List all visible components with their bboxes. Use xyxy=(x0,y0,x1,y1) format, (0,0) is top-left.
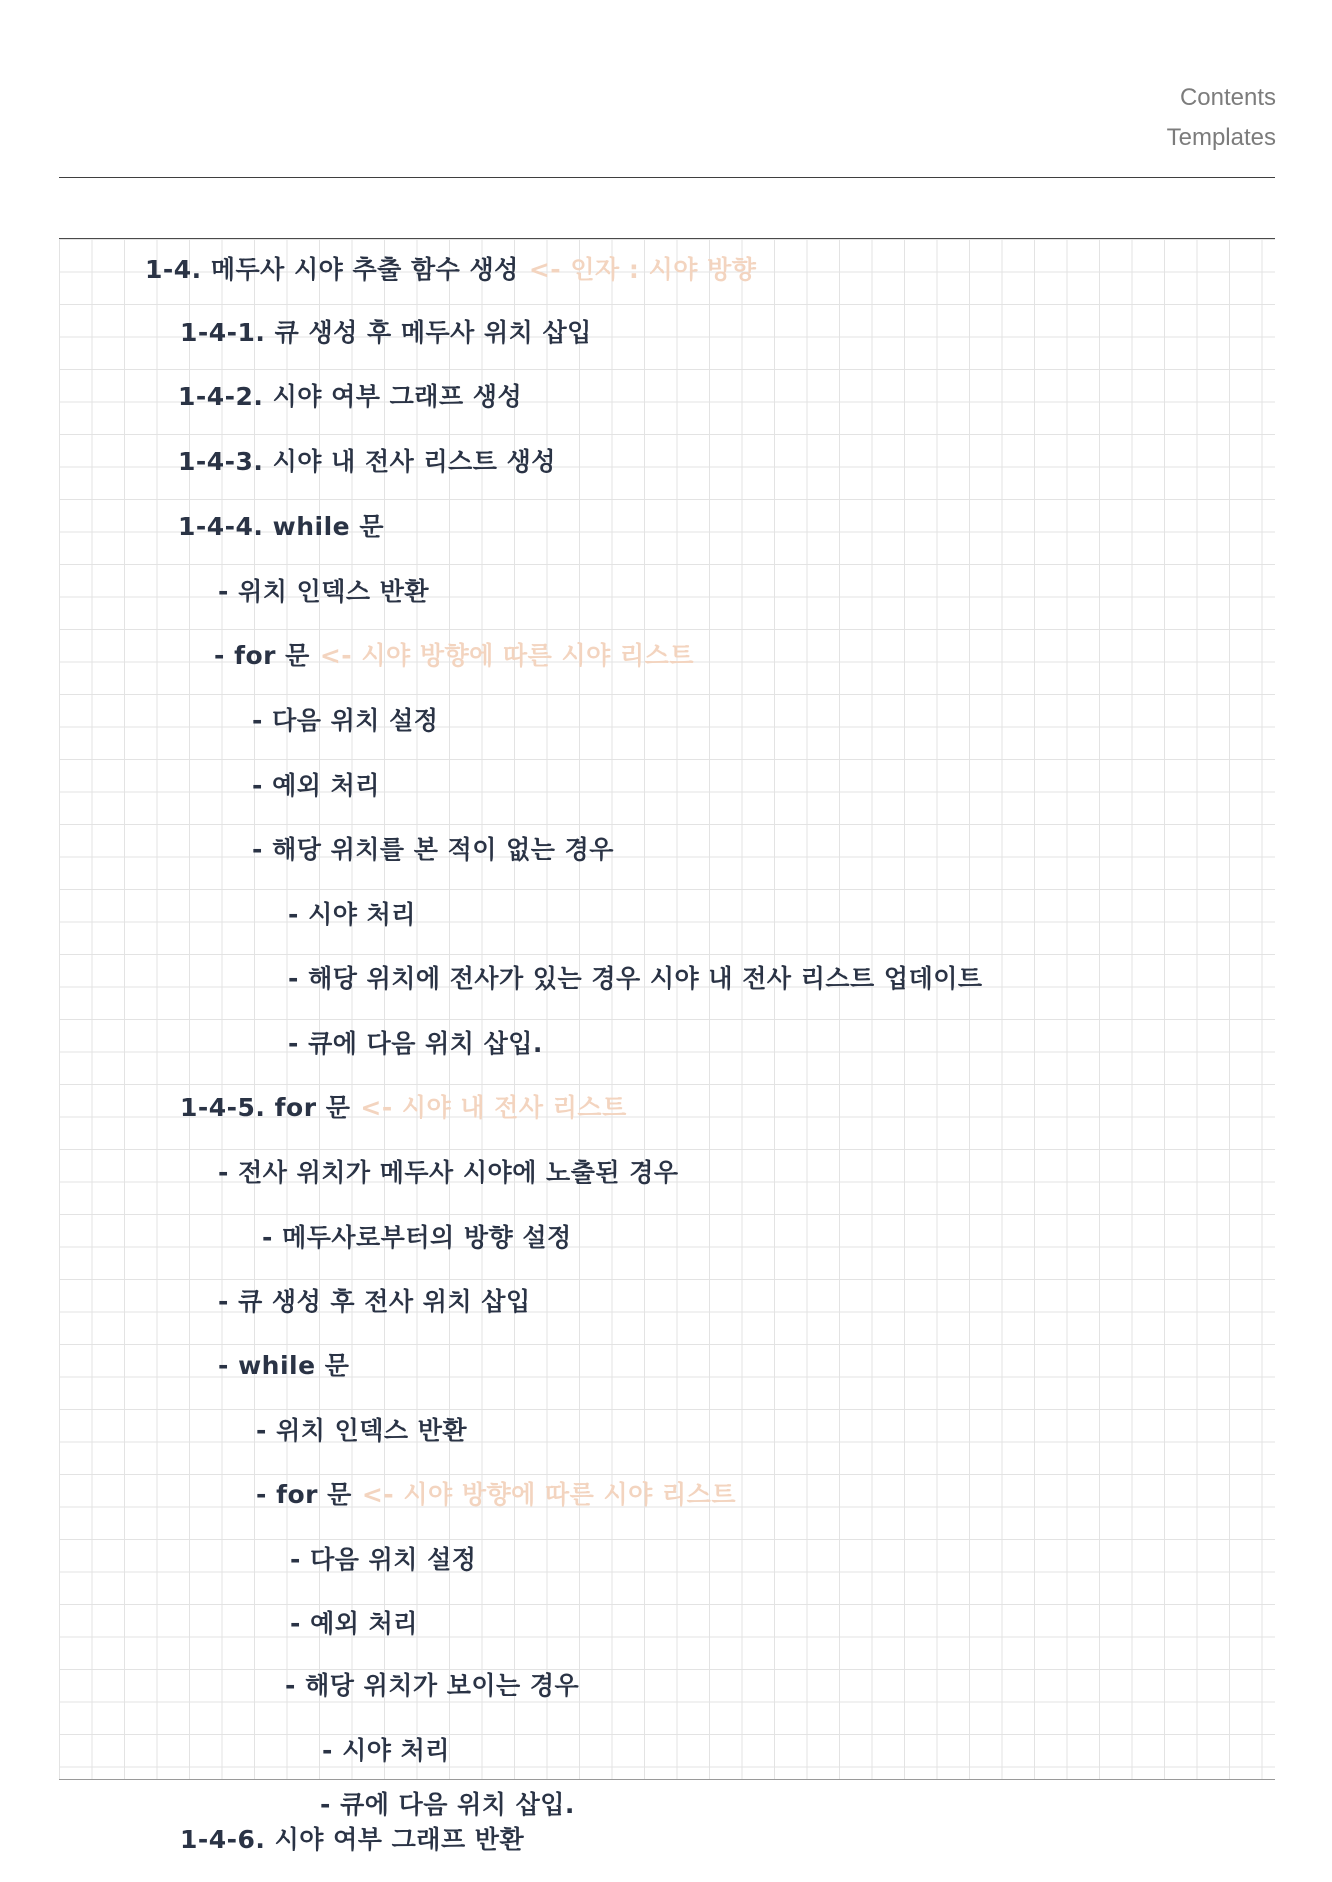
header-links xyxy=(1167,78,1276,158)
note-line xyxy=(285,1666,579,1706)
note-text: - 전사 위치가 메두사 시야에 노출된 경우 xyxy=(218,1158,679,1187)
note-text: - 큐 생성 후 전사 위치 삽입 xyxy=(218,1287,531,1316)
note-text: 1-4-6. 시야 여부 그래프 반환 xyxy=(180,1825,525,1854)
header-divider xyxy=(59,177,1275,178)
note-line xyxy=(218,572,429,612)
note-line xyxy=(180,1820,524,1860)
note-line xyxy=(252,830,614,870)
note-line xyxy=(256,1411,467,1451)
note-line xyxy=(288,895,416,935)
templates-link[interactable]: Templates xyxy=(1166,124,1276,151)
note-text: 1-4-3. 시야 내 전사 리스트 생성 xyxy=(178,447,556,476)
note-text: - 시야 처리 xyxy=(288,900,416,929)
side-annotation: <- 시야 내 전사 리스트 xyxy=(360,1093,627,1122)
note-line xyxy=(288,1024,543,1064)
note-text: - 큐에 다음 위치 삽입. xyxy=(288,1029,543,1058)
contents-link[interactable]: Contents xyxy=(1179,84,1276,111)
note-text: 1-4. 메두사 시야 추출 함수 생성 xyxy=(145,255,519,284)
note-text: - 위치 인덱스 반환 xyxy=(256,1416,468,1445)
note-line xyxy=(288,959,983,999)
note-line xyxy=(178,507,384,547)
note-text: - 해당 위치를 본 적이 없는 경우 xyxy=(252,835,614,864)
note-line xyxy=(145,250,756,290)
note-line xyxy=(290,1540,476,1580)
note-line xyxy=(322,1731,450,1771)
note-line xyxy=(252,766,380,806)
note-text: - for 문 xyxy=(256,1480,352,1509)
note-text: - 위치 인덱스 반환 xyxy=(218,577,430,606)
note-text: - for 문 xyxy=(214,641,310,670)
note-text: 1-4-1. 큐 생성 후 메두사 위치 삽입 xyxy=(180,318,592,347)
note-line xyxy=(290,1604,418,1644)
note-text: - 다음 위치 설정 xyxy=(252,706,439,735)
note-text: - 큐에 다음 위치 삽입. xyxy=(320,1790,575,1819)
note-line xyxy=(218,1153,679,1193)
side-annotation: <- 시야 방향에 따른 시야 리스트 xyxy=(361,1480,736,1509)
side-annotation: <- 인자 : 시야 방향 xyxy=(528,255,757,284)
note-text: - 해당 위치에 전사가 있는 경우 시야 내 전사 리스트 업데이트 xyxy=(288,964,983,993)
note-line xyxy=(218,1282,531,1322)
side-annotation: <- 시야 방향에 따른 시야 리스트 xyxy=(319,641,694,670)
note-line xyxy=(214,636,694,676)
note-line xyxy=(320,1785,575,1825)
note-text: - 예외 처리 xyxy=(252,771,380,800)
note-text: - while 문 xyxy=(218,1351,350,1380)
note-text: - 시야 처리 xyxy=(322,1736,450,1765)
note-line xyxy=(178,442,556,482)
note-text: - 해당 위치가 보이는 경우 xyxy=(285,1671,580,1700)
note-text: 1-4-5. for 문 xyxy=(180,1093,351,1122)
note-line xyxy=(252,701,438,741)
note-text: - 다음 위치 설정 xyxy=(290,1545,477,1574)
note-text: - 메두사로부터의 방향 설정 xyxy=(262,1223,572,1252)
note-line xyxy=(218,1346,349,1386)
note-line xyxy=(180,313,592,353)
note-line xyxy=(262,1218,572,1258)
note-text: 1-4-2. 시야 여부 그래프 생성 xyxy=(178,382,523,411)
note-line xyxy=(256,1475,736,1515)
note-text: - 예외 처리 xyxy=(290,1609,418,1638)
note-line xyxy=(180,1088,627,1128)
note-line xyxy=(178,377,522,417)
note-text: 1-4-4. while 문 xyxy=(178,512,384,541)
